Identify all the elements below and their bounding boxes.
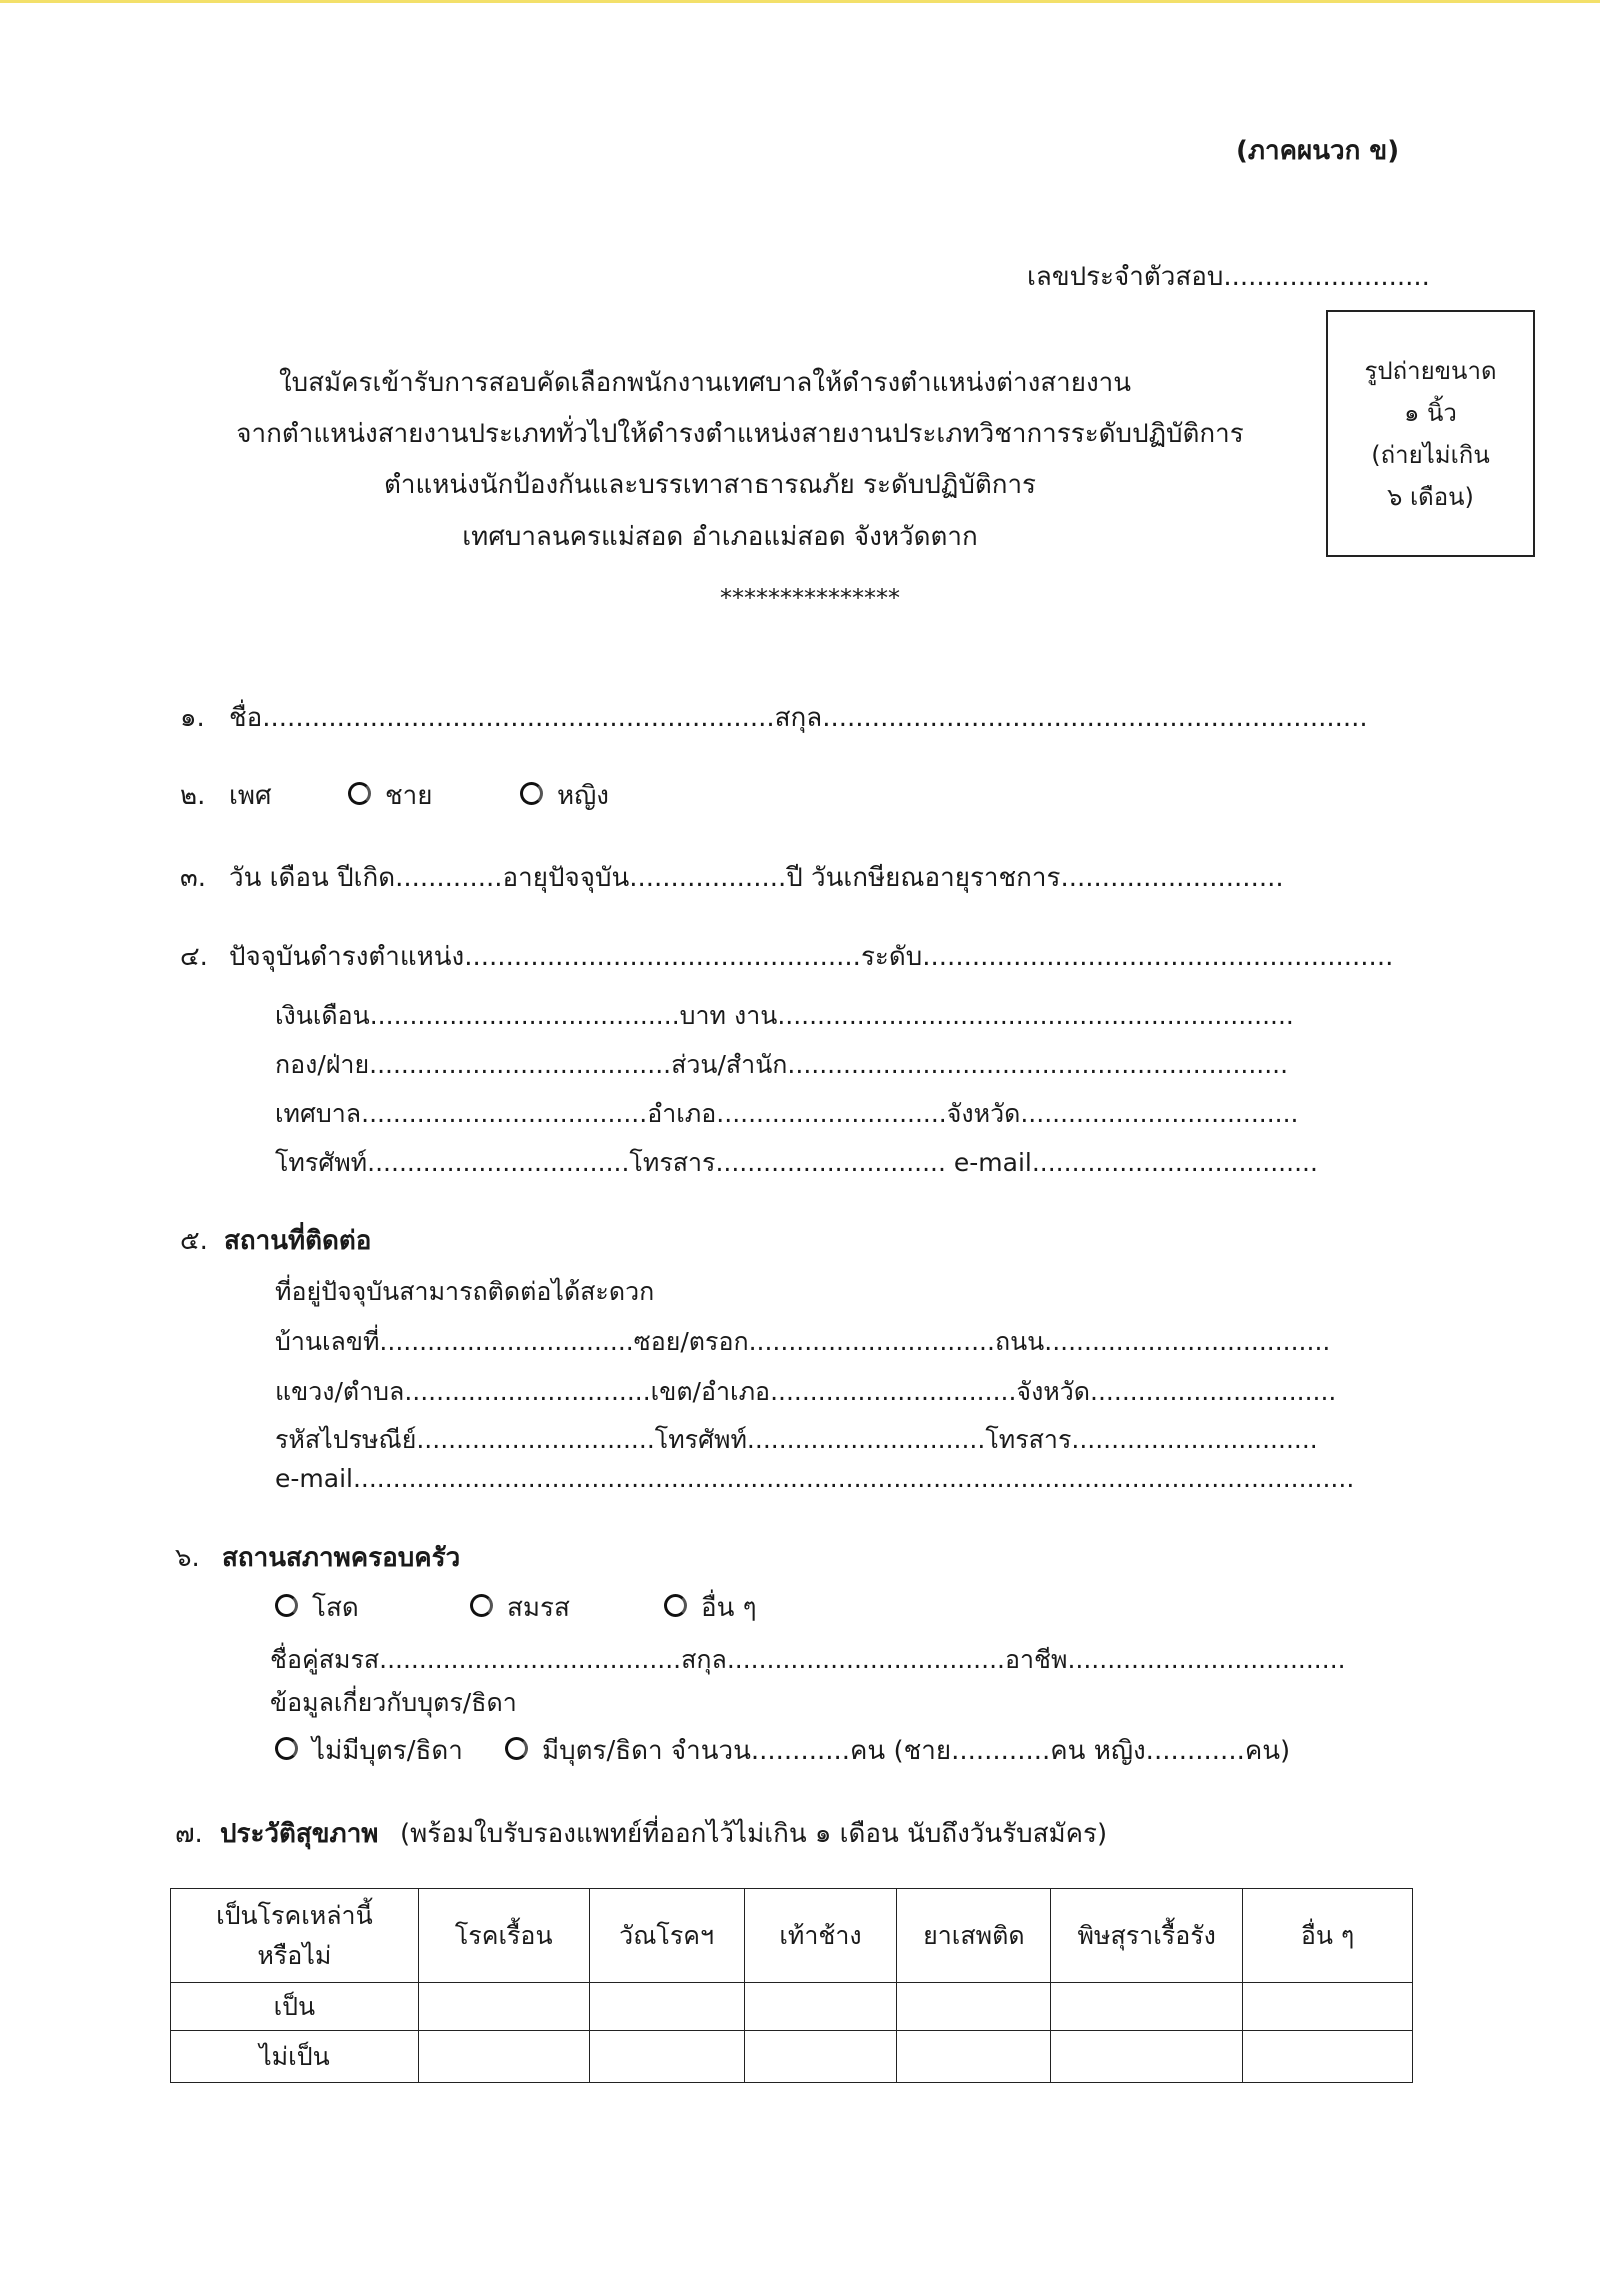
address-postal-field[interactable]: รหัสไปรษณีย์..............................โทรศัพท์..............................โทรสาร............................... <box>275 1425 1318 1454</box>
section-7-title: ประวัติสุขภาพ <box>220 1819 379 1849</box>
table-header-line: หรือไม่ <box>257 1940 332 1970</box>
table-header-row <box>171 1889 1413 1983</box>
gender-female-label: หญิง <box>557 781 609 811</box>
has-children-label: มีบุตร/ธิดา จำนวน............คน (ชาย............คน หญิง............คน) <box>542 1736 1291 1766</box>
table-header-line: เป็นโรคเหล่านี้ <box>216 1900 373 1930</box>
form-title-line-3: ตำแหน่งนักป้องกันและบรรเทาสาธารณภัย ระดับปฏิบัติการ <box>383 470 1037 500</box>
table-header-cell <box>171 1889 419 1983</box>
table-cell[interactable] <box>1243 2031 1413 2083</box>
status-other-option[interactable] <box>664 1587 757 1628</box>
birth-age-retire-field[interactable]: วัน เดือน ปีเกิด.............อายุปัจจุบัน...................ปี วันเกษียณอายุราชการ........................... <box>229 863 1284 893</box>
photo-box-line: (ถ่ายไม่เกิน <box>1371 440 1490 469</box>
table-cell[interactable] <box>1051 1983 1243 2031</box>
name-surname-field[interactable]: ชื่อ..............................................................สกุล.................................................................. <box>229 703 1368 733</box>
address-house-field[interactable]: บ้านเลขที่................................ซอย/ตรอก...............................ถนน.................................... <box>275 1327 1331 1356</box>
section-1-number: ๑. <box>180 703 205 733</box>
radio-circle-icon <box>520 782 543 805</box>
gender-male-label: ชาย <box>385 781 433 811</box>
table-row-label: ไม่เป็น <box>171 2031 419 2083</box>
form-title-line-1: ใบสมัครเข้ารับการสอบคัดเลือกพนักงานเทศบาลให้ดำรงตำแหน่งต่างสายงาน <box>278 368 1132 398</box>
photo-box-line: ๑ นิ้ว <box>1404 398 1457 427</box>
spouse-field[interactable]: ชื่อคู่สมรส......................................สกุล...................................อาชีพ................................... <box>270 1645 1346 1674</box>
table-row-label: เป็น <box>171 1983 419 2031</box>
section-7-note: (พร้อมใบรับรองแพทย์ที่ออกไว้ไม่เกิน ๑ เดือน นับถึงวันรับสมัคร) <box>400 1819 1108 1849</box>
no-children-option[interactable] <box>275 1730 463 1771</box>
address-intro: ที่อยู่ปัจจุบันสามารถติดต่อได้สะดวก <box>275 1277 655 1306</box>
salary-work-field[interactable]: เงินเดือน.......................................บาท งาน................................................................. <box>275 1001 1294 1030</box>
section-6-title: สถานสภาพครอบครัว <box>222 1543 461 1573</box>
radio-circle-icon <box>470 1594 493 1617</box>
address-district-field[interactable]: แขวง/ตำบล...............................เขต/อำเภอ...............................จังหวัด............................... <box>275 1377 1337 1406</box>
radio-circle-icon <box>275 1594 298 1617</box>
table-cell[interactable] <box>589 1983 744 2031</box>
table-cell[interactable] <box>897 2031 1051 2083</box>
section-3-number: ๓. <box>180 863 207 893</box>
photo-box <box>1326 310 1535 557</box>
status-single-option[interactable] <box>275 1587 359 1628</box>
form-title-line-4: เทศบาลนครแม่สอด อำเภอแม่สอด จังหวัดตาก <box>462 522 978 552</box>
table-cell[interactable] <box>1051 2031 1243 2083</box>
status-single-label: โสด <box>312 1593 359 1623</box>
radio-circle-icon <box>505 1737 528 1760</box>
table-cell[interactable] <box>589 2031 744 2083</box>
section-4-number: ๔. <box>180 942 208 972</box>
has-children-option[interactable] <box>505 1730 1290 1771</box>
section-5-title: สถานที่ติดต่อ <box>224 1226 372 1256</box>
position-level-field[interactable]: ปัจจุบันดำรงตำแหน่ง................................................ระดับ......................................................... <box>229 942 1394 972</box>
table-row <box>171 2031 1413 2083</box>
radio-circle-icon <box>664 1594 687 1617</box>
photo-box-line: ๖ เดือน) <box>1387 482 1474 511</box>
table-column-header: โรคเรื้อน <box>418 1889 589 1983</box>
title-separator-stars: *************** <box>720 584 900 612</box>
children-info-label: ข้อมูลเกี่ยวกับบุตร/ธิดา <box>270 1688 517 1717</box>
address-email-field[interactable]: e-mail.............................................................................................................................. <box>275 1464 1355 1493</box>
exam-id-field[interactable]: เลขประจำตัวสอบ......................... <box>1027 262 1430 292</box>
form-title-line-2: จากตำแหน่งสายงานประเภททั่วไปให้ดำรงตำแหน่งสายงานประเภทวิชาการระดับปฏิบัติการ <box>236 419 1244 449</box>
section-2-number: ๒. <box>180 781 206 811</box>
photo-box-line: รูปถ่ายขนาด <box>1364 356 1497 385</box>
section-7-number: ๗. <box>175 1819 203 1849</box>
table-column-header: วัณโรคฯ <box>589 1889 744 1983</box>
status-married-option[interactable] <box>470 1587 570 1628</box>
work-contact-field[interactable]: โทรศัพท์.................................โทรสาร............................. e-mail.................................... <box>275 1148 1318 1177</box>
gender-female-option[interactable] <box>520 775 609 816</box>
radio-circle-icon <box>275 1737 298 1760</box>
top-edge-line <box>0 0 1600 3</box>
table-column-header: เท้าช้าง <box>744 1889 897 1983</box>
health-history-table <box>170 1888 1413 2083</box>
gender-male-option[interactable] <box>348 775 432 816</box>
no-children-label: ไม่มีบุตร/ธิดา <box>312 1736 463 1766</box>
table-cell[interactable] <box>744 1983 897 2031</box>
table-cell[interactable] <box>897 1983 1051 2031</box>
annex-label: (ภาคผนวก ข) <box>1236 136 1400 166</box>
section-5-number: ๕. <box>180 1226 208 1256</box>
table-cell[interactable] <box>418 2031 589 2083</box>
gender-label: เพศ <box>229 781 272 811</box>
status-other-label: อื่น ๆ <box>701 1593 757 1623</box>
municipality-location-field[interactable]: เทศบาล....................................อำเภอ.............................จังหวัด................................... <box>275 1099 1299 1128</box>
table-cell[interactable] <box>744 2031 897 2083</box>
table-row <box>171 1983 1413 2031</box>
table-cell[interactable] <box>1243 1983 1413 2031</box>
division-bureau-field[interactable]: กอง/ฝ่าย......................................ส่วน/สำนัก............................................................... <box>275 1050 1289 1079</box>
status-married-label: สมรส <box>507 1593 570 1623</box>
section-6-number: ๖. <box>175 1543 200 1573</box>
table-column-header: พิษสุราเรื้อรัง <box>1051 1889 1243 1983</box>
table-cell[interactable] <box>418 1983 589 2031</box>
table-column-header: ยาเสพติด <box>897 1889 1051 1983</box>
radio-circle-icon <box>348 782 371 805</box>
table-column-header: อื่น ๆ <box>1243 1889 1413 1983</box>
